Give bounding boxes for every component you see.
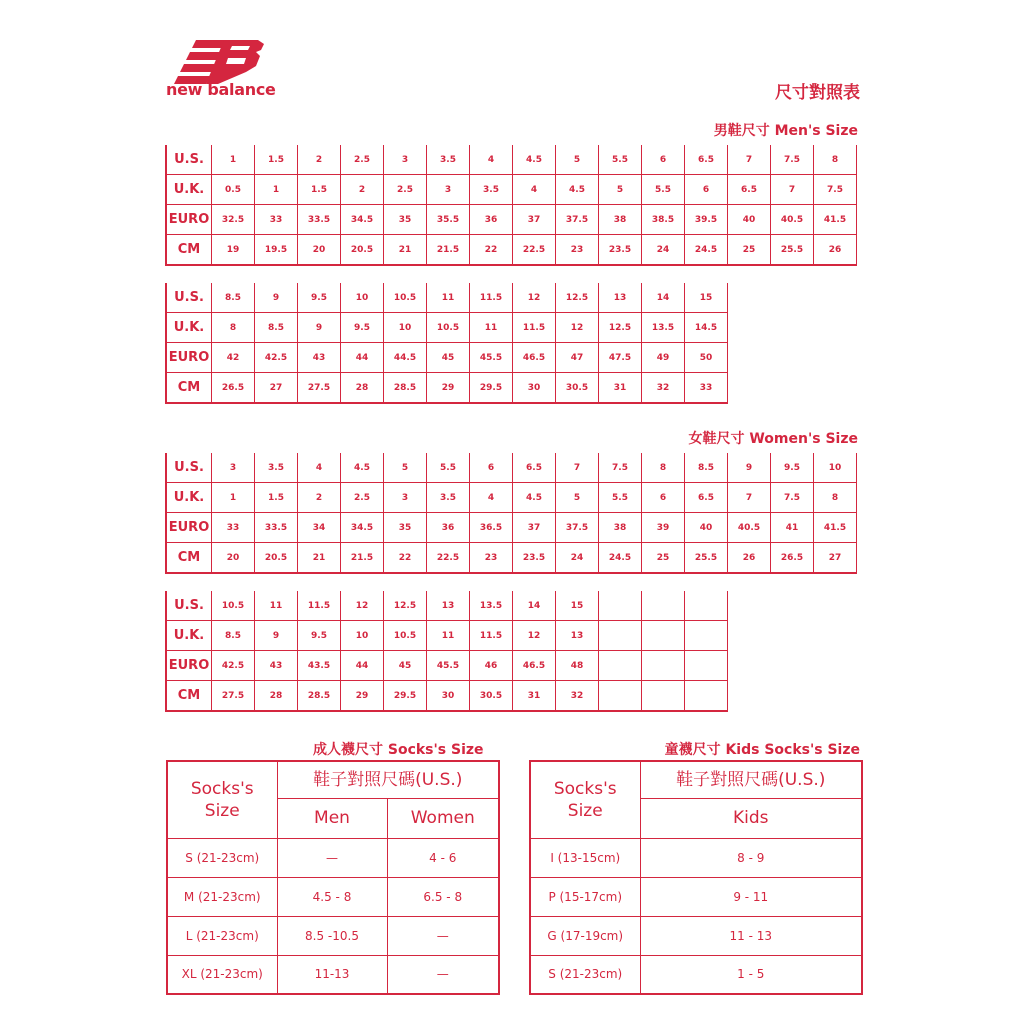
size-cell: 26.5 bbox=[771, 543, 814, 574]
size-cell: 21 bbox=[298, 543, 341, 574]
size-cell: 6.5 bbox=[685, 483, 728, 513]
size-cell: 10.5 bbox=[427, 313, 470, 343]
size-row bbox=[166, 483, 857, 513]
size-cell: 3 bbox=[384, 145, 427, 175]
socks-women-cell: 6.5 - 8 bbox=[387, 877, 499, 916]
size-cell bbox=[685, 591, 728, 621]
size-cell: 36 bbox=[427, 513, 470, 543]
size-cell: 7 bbox=[728, 483, 771, 513]
size-row-label: U.K. bbox=[166, 483, 212, 513]
size-cell: 3.5 bbox=[255, 453, 298, 483]
size-cell: 41.5 bbox=[814, 205, 857, 235]
size-cell: 46.5 bbox=[513, 651, 556, 681]
size-cell: 8 bbox=[642, 453, 685, 483]
size-cell: 34.5 bbox=[341, 205, 384, 235]
size-cell: 43 bbox=[298, 343, 341, 373]
size-cell: 33.5 bbox=[298, 205, 341, 235]
size-cell: 37 bbox=[513, 205, 556, 235]
size-row-label: EURO bbox=[166, 343, 212, 373]
size-row-label: CM bbox=[166, 373, 212, 404]
kids-socks-kids-cell: 11 - 13 bbox=[640, 916, 862, 955]
size-cell: 8 bbox=[814, 145, 857, 175]
size-cell: 48 bbox=[556, 651, 599, 681]
size-cell: 29.5 bbox=[470, 373, 513, 404]
kids-socks-size-cell: G (17-19cm) bbox=[530, 916, 640, 955]
size-cell: 14 bbox=[513, 591, 556, 621]
size-cell: 6 bbox=[685, 175, 728, 205]
size-cell: 26.5 bbox=[212, 373, 255, 404]
size-cell: 28 bbox=[341, 373, 384, 404]
size-cell: 37.5 bbox=[556, 205, 599, 235]
size-cell: 47.5 bbox=[599, 343, 642, 373]
size-cell: 12.5 bbox=[599, 313, 642, 343]
socks-men-cell: 11-13 bbox=[277, 955, 387, 994]
size-cell: 7.5 bbox=[814, 175, 857, 205]
women-size-title: 女鞋尺寸 Women's Size bbox=[688, 431, 858, 447]
size-cell: 8 bbox=[212, 313, 255, 343]
socks-size-cell: L (21-23cm) bbox=[167, 916, 277, 955]
size-cell: 6 bbox=[642, 483, 685, 513]
size-cell: 23.5 bbox=[599, 235, 642, 266]
size-row bbox=[166, 651, 728, 681]
size-cell: 5.5 bbox=[599, 483, 642, 513]
size-row-label: CM bbox=[166, 235, 212, 266]
size-row bbox=[166, 621, 728, 651]
size-cell: 28.5 bbox=[384, 373, 427, 404]
size-row bbox=[166, 343, 728, 373]
size-cell: 8 bbox=[814, 483, 857, 513]
size-cell: 9 bbox=[298, 313, 341, 343]
kids-socks-kids-cell: 9 - 11 bbox=[640, 877, 862, 916]
socks-men-cell: 8.5 -10.5 bbox=[277, 916, 387, 955]
socks-women-cell: 4 - 6 bbox=[387, 838, 499, 877]
size-cell: 3 bbox=[384, 483, 427, 513]
size-cell: 44 bbox=[341, 343, 384, 373]
size-cell: 34 bbox=[298, 513, 341, 543]
size-cell: 44.5 bbox=[384, 343, 427, 373]
size-cell: 6 bbox=[642, 145, 685, 175]
page-title: 尺寸對照表 bbox=[775, 83, 860, 103]
size-row bbox=[166, 235, 857, 266]
size-cell: 42 bbox=[212, 343, 255, 373]
size-cell: 10.5 bbox=[212, 591, 255, 621]
size-cell: 4.5 bbox=[513, 483, 556, 513]
size-cell: 5 bbox=[599, 175, 642, 205]
size-cell: 10 bbox=[384, 313, 427, 343]
size-cell: 30 bbox=[513, 373, 556, 404]
size-row bbox=[166, 513, 857, 543]
size-cell: 24 bbox=[642, 235, 685, 266]
size-cell: 31 bbox=[599, 373, 642, 404]
size-row-label: U.S. bbox=[166, 591, 212, 621]
kids-socks-kids-cell: 1 - 5 bbox=[640, 955, 862, 994]
size-cell: 21.5 bbox=[427, 235, 470, 266]
socks-size-cell: XL (21-23cm) bbox=[167, 955, 277, 994]
size-cell: 40.5 bbox=[728, 513, 771, 543]
size-cell: 23.5 bbox=[513, 543, 556, 574]
size-cell: 41.5 bbox=[814, 513, 857, 543]
size-cell: 2.5 bbox=[341, 145, 384, 175]
size-cell: 2 bbox=[298, 145, 341, 175]
size-row-label: U.K. bbox=[166, 313, 212, 343]
size-row bbox=[166, 175, 857, 205]
socks-size-table bbox=[166, 760, 500, 995]
size-cell bbox=[642, 651, 685, 681]
size-cell: 5 bbox=[384, 453, 427, 483]
size-cell: 12 bbox=[513, 283, 556, 313]
kids-socks-size-cell: I (13-15cm) bbox=[530, 838, 640, 877]
size-cell: 25.5 bbox=[771, 235, 814, 266]
size-cell: 11 bbox=[427, 283, 470, 313]
size-row bbox=[166, 453, 857, 483]
size-cell: 4.5 bbox=[513, 145, 556, 175]
size-cell: 13 bbox=[599, 283, 642, 313]
socks-women-head: Women bbox=[387, 798, 499, 838]
socks-col-head: Socks's Size bbox=[167, 761, 277, 838]
size-row-label: U.S. bbox=[166, 453, 212, 483]
size-cell: 6.5 bbox=[685, 145, 728, 175]
size-cell: 29 bbox=[427, 373, 470, 404]
size-cell: 10 bbox=[814, 453, 857, 483]
size-cell bbox=[685, 621, 728, 651]
size-cell: 22 bbox=[470, 235, 513, 266]
size-cell: 24.5 bbox=[599, 543, 642, 574]
size-row bbox=[166, 681, 728, 712]
size-cell: 5 bbox=[556, 145, 599, 175]
size-cell: 13.5 bbox=[642, 313, 685, 343]
size-cell: 38 bbox=[599, 513, 642, 543]
size-cell bbox=[685, 651, 728, 681]
size-cell: 42.5 bbox=[255, 343, 298, 373]
size-cell: 40.5 bbox=[771, 205, 814, 235]
size-cell: 7 bbox=[728, 145, 771, 175]
socks-men-cell: 4.5 - 8 bbox=[277, 877, 387, 916]
size-cell: 32 bbox=[642, 373, 685, 404]
size-cell: 8.5 bbox=[212, 621, 255, 651]
size-cell: 27 bbox=[255, 373, 298, 404]
size-cell: 3.5 bbox=[470, 175, 513, 205]
size-cell: 33 bbox=[212, 513, 255, 543]
size-cell: 27.5 bbox=[298, 373, 341, 404]
size-cell: 44 bbox=[341, 651, 384, 681]
kids-socks-size-table bbox=[529, 760, 863, 995]
kids-socks-size-cell: S (21-23cm) bbox=[530, 955, 640, 994]
size-cell: 19 bbox=[212, 235, 255, 266]
size-cell: 9 bbox=[728, 453, 771, 483]
size-cell: 9.5 bbox=[341, 313, 384, 343]
size-cell: 46.5 bbox=[513, 343, 556, 373]
size-cell: 11.5 bbox=[513, 313, 556, 343]
size-cell: 27 bbox=[814, 543, 857, 574]
size-cell: 3.5 bbox=[427, 145, 470, 175]
size-cell: 28 bbox=[255, 681, 298, 712]
size-cell: 35 bbox=[384, 513, 427, 543]
size-cell: 10 bbox=[341, 283, 384, 313]
size-row-label: U.K. bbox=[166, 621, 212, 651]
socks-men-head: Men bbox=[277, 798, 387, 838]
size-cell: 22.5 bbox=[427, 543, 470, 574]
size-row-label: U.S. bbox=[166, 283, 212, 313]
size-cell: 8.5 bbox=[255, 313, 298, 343]
size-cell: 9 bbox=[255, 283, 298, 313]
size-cell: 1 bbox=[212, 483, 255, 513]
size-cell: 7 bbox=[771, 175, 814, 205]
size-cell bbox=[599, 621, 642, 651]
size-cell: 20.5 bbox=[341, 235, 384, 266]
size-cell: 4 bbox=[298, 453, 341, 483]
size-cell: 1.5 bbox=[255, 483, 298, 513]
size-cell: 2 bbox=[298, 483, 341, 513]
size-cell: 29 bbox=[341, 681, 384, 712]
size-cell: 8.5 bbox=[685, 453, 728, 483]
size-cell: 36.5 bbox=[470, 513, 513, 543]
size-cell: 11.5 bbox=[470, 283, 513, 313]
size-cell: 33 bbox=[255, 205, 298, 235]
size-cell: 38.5 bbox=[642, 205, 685, 235]
size-cell: 45 bbox=[384, 651, 427, 681]
size-cell: 5.5 bbox=[642, 175, 685, 205]
men-size-title: 男鞋尺寸 Men's Size bbox=[713, 123, 858, 139]
size-cell: 12 bbox=[341, 591, 384, 621]
size-cell: 26 bbox=[728, 543, 771, 574]
size-cell: 31 bbox=[513, 681, 556, 712]
kids-socks-size-title: 童襪尺寸 Kids Socks's Size bbox=[664, 742, 860, 758]
size-cell: 9 bbox=[255, 621, 298, 651]
size-cell: 27.5 bbox=[212, 681, 255, 712]
size-cell: 14 bbox=[642, 283, 685, 313]
size-row bbox=[166, 283, 728, 313]
size-cell: 10 bbox=[341, 621, 384, 651]
size-cell: 25 bbox=[728, 235, 771, 266]
size-row-label: EURO bbox=[166, 205, 212, 235]
size-cell: 34.5 bbox=[341, 513, 384, 543]
size-cell bbox=[599, 651, 642, 681]
size-cell: 32 bbox=[556, 681, 599, 712]
size-row bbox=[166, 373, 728, 404]
size-cell: 32.5 bbox=[212, 205, 255, 235]
size-cell: 25.5 bbox=[685, 543, 728, 574]
size-cell: 35.5 bbox=[427, 205, 470, 235]
size-cell: 46 bbox=[470, 651, 513, 681]
size-cell: 13.5 bbox=[470, 591, 513, 621]
size-cell: 24 bbox=[556, 543, 599, 574]
size-cell: 45 bbox=[427, 343, 470, 373]
size-cell: 12.5 bbox=[556, 283, 599, 313]
size-cell: 8.5 bbox=[212, 283, 255, 313]
size-cell: 37 bbox=[513, 513, 556, 543]
size-cell: 0.5 bbox=[212, 175, 255, 205]
size-row-label: CM bbox=[166, 543, 212, 574]
size-cell: 25 bbox=[642, 543, 685, 574]
men-size-table-2 bbox=[165, 283, 728, 404]
size-row-label: U.S. bbox=[166, 145, 212, 175]
size-cell: 13 bbox=[427, 591, 470, 621]
size-cell: 1.5 bbox=[298, 175, 341, 205]
size-cell bbox=[685, 681, 728, 712]
women-size-table-1 bbox=[165, 453, 857, 574]
size-cell: 9.5 bbox=[298, 621, 341, 651]
size-cell: 47 bbox=[556, 343, 599, 373]
size-cell: 11 bbox=[470, 313, 513, 343]
size-cell: 4 bbox=[470, 145, 513, 175]
size-cell: 23 bbox=[470, 543, 513, 574]
size-row bbox=[166, 145, 857, 175]
size-cell: 41 bbox=[771, 513, 814, 543]
size-cell: 11 bbox=[255, 591, 298, 621]
size-cell: 30.5 bbox=[470, 681, 513, 712]
size-cell: 20 bbox=[298, 235, 341, 266]
size-cell: 11 bbox=[427, 621, 470, 651]
size-cell: 2 bbox=[341, 175, 384, 205]
size-cell: 33.5 bbox=[255, 513, 298, 543]
size-cell: 30 bbox=[427, 681, 470, 712]
size-cell: 50 bbox=[685, 343, 728, 373]
size-cell bbox=[642, 591, 685, 621]
size-cell: 11.5 bbox=[298, 591, 341, 621]
size-cell: 5.5 bbox=[599, 145, 642, 175]
size-cell: 4.5 bbox=[341, 453, 384, 483]
size-cell: 49 bbox=[642, 343, 685, 373]
size-cell: 5.5 bbox=[427, 453, 470, 483]
brand-wordmark: new balance bbox=[166, 80, 276, 99]
size-cell: 21 bbox=[384, 235, 427, 266]
size-cell: 14.5 bbox=[685, 313, 728, 343]
size-cell: 26 bbox=[814, 235, 857, 266]
size-cell: 37.5 bbox=[556, 513, 599, 543]
size-cell: 1 bbox=[212, 145, 255, 175]
women-size-table-2 bbox=[165, 591, 728, 712]
socks-size-cell: S (21-23cm) bbox=[167, 838, 277, 877]
size-cell: 24.5 bbox=[685, 235, 728, 266]
size-cell: 2.5 bbox=[384, 175, 427, 205]
size-cell: 43.5 bbox=[298, 651, 341, 681]
size-row-label: EURO bbox=[166, 651, 212, 681]
size-cell: 4 bbox=[513, 175, 556, 205]
size-cell: 40 bbox=[685, 513, 728, 543]
size-cell: 1.5 bbox=[255, 145, 298, 175]
size-cell: 28.5 bbox=[298, 681, 341, 712]
size-row-label: EURO bbox=[166, 513, 212, 543]
size-cell: 13 bbox=[556, 621, 599, 651]
size-cell: 7.5 bbox=[771, 483, 814, 513]
size-cell: 3 bbox=[212, 453, 255, 483]
size-cell: 3 bbox=[427, 175, 470, 205]
size-cell: 6.5 bbox=[513, 453, 556, 483]
size-cell: 6.5 bbox=[728, 175, 771, 205]
size-cell: 45.5 bbox=[427, 651, 470, 681]
kids-socks-kids-cell: 8 - 9 bbox=[640, 838, 862, 877]
size-cell: 22.5 bbox=[513, 235, 556, 266]
size-cell: 45.5 bbox=[470, 343, 513, 373]
size-cell: 12.5 bbox=[384, 591, 427, 621]
size-cell: 29.5 bbox=[384, 681, 427, 712]
size-cell: 12 bbox=[556, 313, 599, 343]
kids-socks-group-head: 鞋子對照尺碼(U.S.) bbox=[640, 761, 862, 798]
socks-men-cell: — bbox=[277, 838, 387, 877]
kids-socks-col-head: Socks's Size bbox=[530, 761, 640, 838]
size-cell: 38 bbox=[599, 205, 642, 235]
size-cell: 1 bbox=[255, 175, 298, 205]
size-cell: 40 bbox=[728, 205, 771, 235]
size-cell: 30.5 bbox=[556, 373, 599, 404]
socks-women-cell: — bbox=[387, 916, 499, 955]
size-cell: 22 bbox=[384, 543, 427, 574]
socks-women-cell: — bbox=[387, 955, 499, 994]
socks-group-head: 鞋子對照尺碼(U.S.) bbox=[277, 761, 499, 798]
size-cell: 23 bbox=[556, 235, 599, 266]
size-cell: 21.5 bbox=[341, 543, 384, 574]
size-cell: 42.5 bbox=[212, 651, 255, 681]
size-row bbox=[166, 205, 857, 235]
size-cell: 39.5 bbox=[685, 205, 728, 235]
size-cell: 9.5 bbox=[771, 453, 814, 483]
size-cell: 2.5 bbox=[341, 483, 384, 513]
kids-socks-size-cell: P (15-17cm) bbox=[530, 877, 640, 916]
socks-size-cell: M (21-23cm) bbox=[167, 877, 277, 916]
size-cell: 4 bbox=[470, 483, 513, 513]
socks-size-title: 成人襪尺寸 Socks's Size bbox=[313, 742, 484, 758]
size-cell: 19.5 bbox=[255, 235, 298, 266]
size-cell bbox=[599, 681, 642, 712]
size-cell bbox=[642, 621, 685, 651]
size-cell: 20.5 bbox=[255, 543, 298, 574]
size-cell: 10.5 bbox=[384, 621, 427, 651]
size-cell: 33 bbox=[685, 373, 728, 404]
size-cell: 11.5 bbox=[470, 621, 513, 651]
size-cell: 15 bbox=[556, 591, 599, 621]
size-cell: 5 bbox=[556, 483, 599, 513]
size-cell: 7.5 bbox=[599, 453, 642, 483]
size-cell: 4.5 bbox=[556, 175, 599, 205]
kids-socks-kids-head: Kids bbox=[640, 798, 862, 838]
size-cell: 35 bbox=[384, 205, 427, 235]
size-row bbox=[166, 313, 728, 343]
size-cell: 43 bbox=[255, 651, 298, 681]
size-row-label: CM bbox=[166, 681, 212, 712]
size-cell: 12 bbox=[513, 621, 556, 651]
size-cell: 7 bbox=[556, 453, 599, 483]
size-cell: 36 bbox=[470, 205, 513, 235]
size-cell: 6 bbox=[470, 453, 513, 483]
size-cell: 9.5 bbox=[298, 283, 341, 313]
size-cell bbox=[599, 591, 642, 621]
size-cell: 20 bbox=[212, 543, 255, 574]
size-cell: 39 bbox=[642, 513, 685, 543]
men-size-table-1 bbox=[165, 145, 857, 266]
size-row-label: U.K. bbox=[166, 175, 212, 205]
size-cell: 7.5 bbox=[771, 145, 814, 175]
size-cell: 10.5 bbox=[384, 283, 427, 313]
size-cell: 15 bbox=[685, 283, 728, 313]
size-row bbox=[166, 543, 857, 574]
size-row bbox=[166, 591, 728, 621]
size-cell bbox=[642, 681, 685, 712]
size-cell: 3.5 bbox=[427, 483, 470, 513]
